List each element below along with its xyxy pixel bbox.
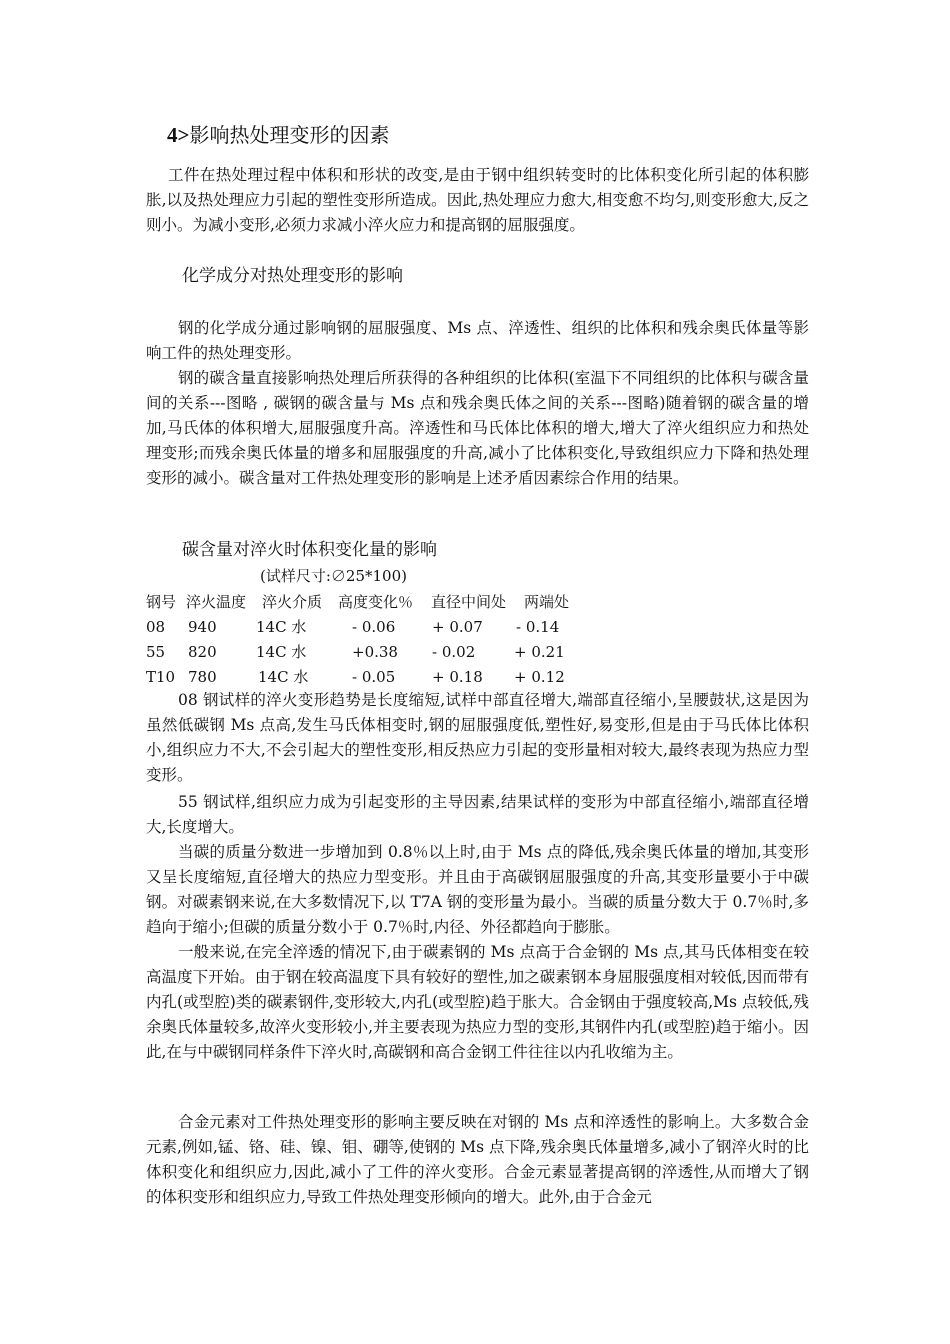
column-header-quench-temp: 淬火温度: [186, 593, 247, 611]
table-cell: + 0.12: [514, 668, 565, 686]
intro-paragraph: 工件在热处理过程中体积和形状的改变,是由于钢中组织转变时的比体积变化所引起的体积膨胀,以及热处理应力引起的塑性变形所造成。因此,热处理应力愈大,相变愈不均匀,则变形愈大,反之则小。为减小变形,必须力求减小淬火应力和提高钢的屈服强度。: [146, 166, 809, 234]
table-cell: 820: [188, 643, 217, 661]
paragraph: 55 钢试样,组织应力成为引起变形的主导因素,结果试样的变形为中部直径缩小,端部直径增大,长度增大。: [146, 793, 809, 836]
paragraph: 当碳的质量分数进一步增加到 0.8％以上时,由于 Ms 点的降低,残余奥氏体量的增加,其变形又呈长度缩短,直径增大的热应力型变形。并且由于高碳钢屈服强度的升高,其变形量要小于中碳钢。对碳素钢来说,在大多数情况下,以 T7A 钢的变形量为最小。当碳的质量分数大于 0.7％时,多趋向于缩小;但碳的质量分数小于 0.7％时,内径、外径都趋向于膨胀。: [146, 843, 809, 936]
table-cell: - 0.06: [352, 618, 396, 636]
table-cell: 940: [188, 618, 217, 636]
table-cell: + 0.18: [432, 668, 483, 686]
table-cell: 14C 水: [256, 643, 307, 661]
column-header-height-change: 高度变化％: [338, 593, 414, 611]
table-cell: 08: [146, 618, 166, 636]
table-cell: - 0.05: [352, 668, 396, 686]
paragraph: 一般来说,在完全淬透的情况下,由于碳素钢的 Ms 点高于合金钢的 Ms 点,其马氏体相变在较高温度下开始。由于钢在较高温度下具有较好的塑性,加之碳素钢本身屈服强度相对较低,因而带有内孔(或型腔)类的碳素钢件,变形较大,内孔(或型腔)趋于胀大。合金钢由于强度较高,Ms 点较低,残余奥氏体量较多,故淬火变形较小,并主要表现为热应力型的变形,其钢件内孔(或型腔)趋于缩小。因此,在与中碳钢同样条件下淬火时,高碳钢和高合金钢工件往往以内孔收缩为主。: [146, 943, 809, 1061]
heading-number: 4>: [167, 123, 190, 147]
paragraph: 钢的化学成分通过影响钢的屈服强度、Ms 点、淬透性、组织的比体积和残余奥氏体量等影响工件的热处理变形。: [146, 319, 809, 362]
table-cell: - 0.14: [516, 618, 560, 636]
heading-text: 影响热处理变形的因素: [189, 123, 390, 147]
table-cell: 55: [146, 643, 166, 661]
table-cell: 14C 水: [256, 618, 307, 636]
column-header-diameter-middle: 直径中间处: [431, 593, 507, 611]
paragraph: 08 钢试样的淬火变形趋势是长度缩短,试样中部直径增大,端部直径缩小,呈腰鼓状,这是因为虽然低碳钢 Ms 点高,发生马氏体相变时,钢的屈服强度低,塑性好,易变形,但是由于马氏体比体积小,组织应力不大,不会引起大的塑性变形,相反热应力引起的变形量相对较大,最终表现为热应力型变形。: [146, 691, 809, 784]
column-header-quench-medium: 淬火介质: [262, 593, 323, 611]
table-cell: 14C 水: [258, 668, 309, 686]
table-cell: T10: [146, 668, 176, 686]
subsection-title: 化学成分对热处理变形的影响: [182, 266, 403, 286]
table-cell: +0.38: [352, 643, 398, 661]
table-title: 碳含量对淬火时体积变化量的影响: [182, 540, 437, 560]
column-header-ends: 两端处: [524, 593, 570, 611]
paragraph: 钢的碳含量直接影响热处理后所获得的各种组织的比体积(室温下不同组织的比体积与碳含量间的关系---图略 , 碳钢的碳含量与 Ms 点和残余奥氏体之间的关系---图略)随着钢的碳含量的增加,马氏体的体积增大,屈服强度升高。淬透性和马氏体比体积的增大,增大了淬火组织应力和热处理变形;而残余奥氏体量的增多和屈服强度的升高,减小了比体积变化,导致组织应力下降和热处理变形的减小。碳含量对工件热处理变形的影响是上述矛盾因素综合作用的结果。: [146, 369, 809, 487]
table-cell: + 0.21: [514, 643, 565, 661]
table-cell: + 0.07: [432, 618, 483, 636]
section-heading: [167, 120, 389, 150]
table-cell: 780: [188, 668, 217, 686]
column-header-steel: 钢号: [146, 593, 177, 611]
table-cell: - 0.02: [432, 643, 476, 661]
table-caption: (试样尺寸:∅25*100): [260, 567, 407, 585]
paragraph: 合金元素对工件热处理变形的影响主要反映在对钢的 Ms 点和淬透性的影响上。大多数合金元素,例如,锰、铬、硅、镍、钼、硼等,使钢的 Ms 点下降,残余奥氏体量增多,减小了钢淬火时的比体积变化和组织应力,因此,减小了工件的淬火变形。合金元素显著提高钢的淬透性,从而增大了钢的体积变形和组织应力,导致工件热处理变形倾向的增大。此外,由于合金元: [146, 1113, 809, 1206]
